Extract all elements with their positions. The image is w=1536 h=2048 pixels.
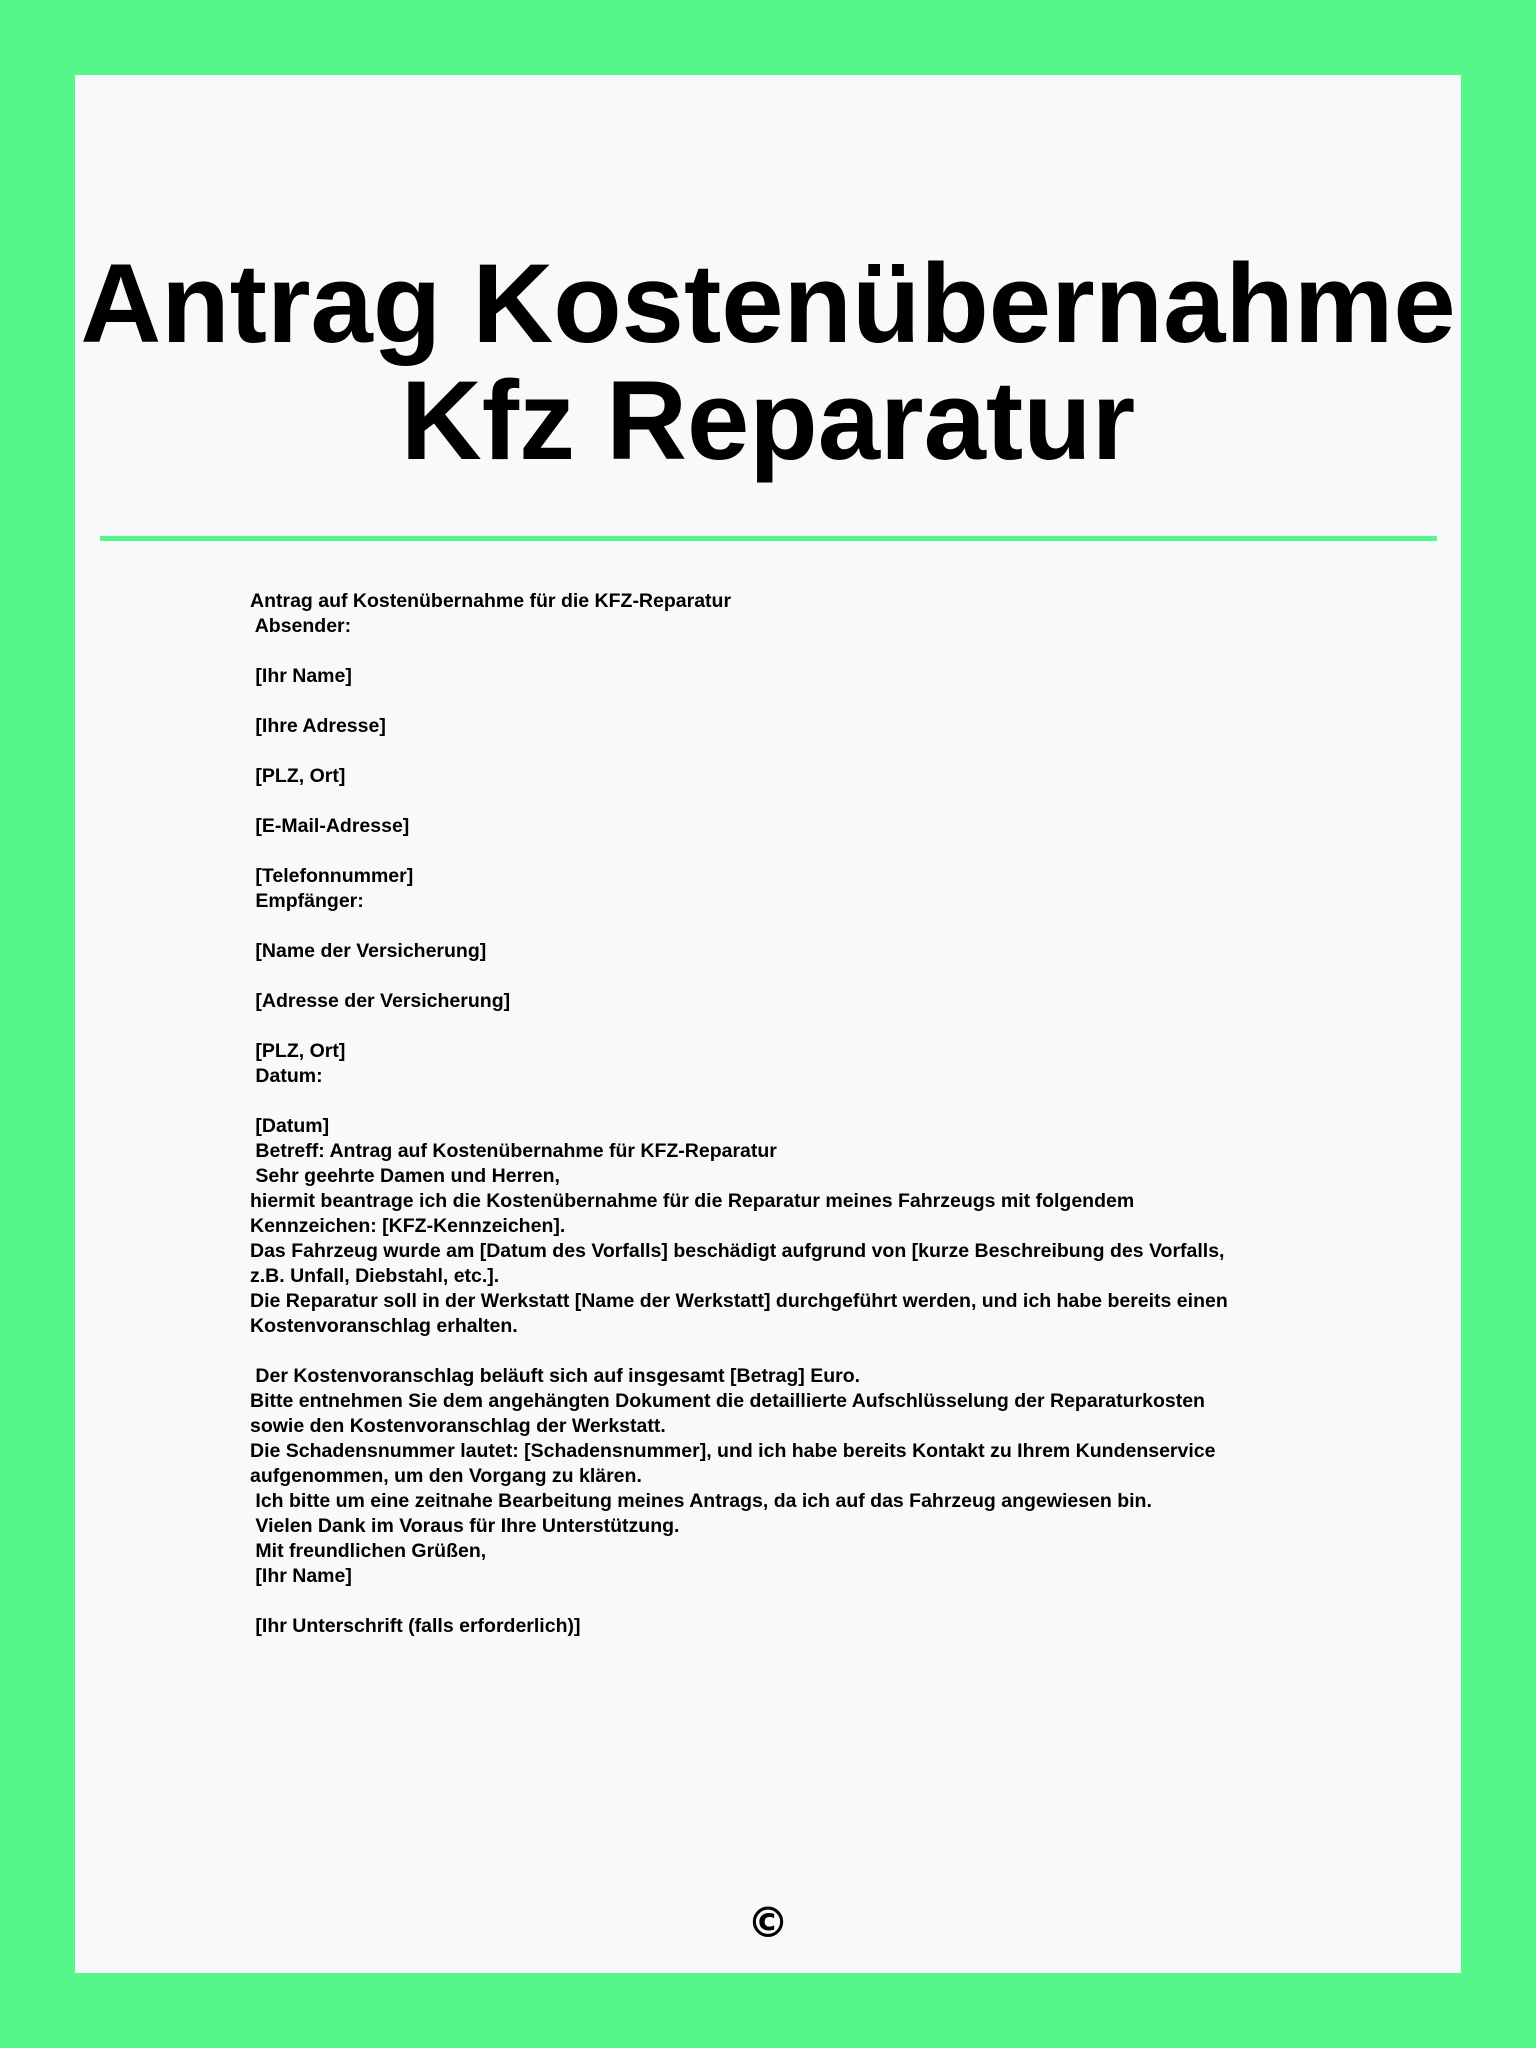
letter-line: [PLZ, Ort] [250, 765, 346, 787]
letter-line: hiermit beantrage ich die Kostenübernahme für die Reparatur meines Fahrzeugs mit folgendem [250, 1190, 1135, 1212]
letter-line: [E-Mail-Adresse] [250, 815, 410, 837]
title-line-2: Kfz Reparatur [400, 358, 1136, 483]
letter-line: Antrag auf Kostenübernahme für die KFZ-Reparatur [250, 590, 732, 612]
document-page [75, 75, 1461, 1973]
letter-line: Datum: [250, 1065, 323, 1087]
letter-blank-line [250, 1089, 1310, 1114]
letter-line: [PLZ, Ort] [250, 1040, 346, 1062]
letter-line: Das Fahrzeug wurde am [Datum des Vorfalls] beschädigt aufgrund von [kurze Beschreibung des Vorfalls, [250, 1240, 1225, 1262]
letter-line: Empfänger: [250, 890, 364, 912]
letter-line: Ich bitte um eine zeitnahe Bearbeitung meines Antrags, da ich auf das Fahrzeug angewiesen bin. [250, 1490, 1152, 1512]
letter-line: Betreff: Antrag auf Kostenübernahme für KFZ-Reparatur [250, 1140, 777, 1162]
letter-body [250, 589, 1310, 1639]
letter-line: [Name der Versicherung] [250, 940, 487, 962]
letter-line: Sehr geehrte Damen und Herren, [250, 1165, 560, 1187]
letter-line: [Datum] [250, 1115, 330, 1137]
letter-line: Der Kostenvoranschlag beläuft sich auf insgesamt [Betrag] Euro. [250, 1365, 861, 1387]
letter-line: sowie den Kostenvoranschlag der Werkstatt. [250, 1415, 666, 1437]
title-divider [100, 536, 1437, 541]
letter-line: [Telefonnummer] [250, 865, 414, 887]
letter-line: [Ihr Unterschrift (falls erforderlich)] [250, 1615, 581, 1637]
letter-blank-line [250, 964, 1310, 989]
letter-blank-line [250, 1339, 1310, 1364]
letter-line: [Ihr Name] [250, 665, 352, 687]
letter-blank-line [250, 789, 1310, 814]
letter-line: Kennzeichen: [KFZ-Kennzeichen]. [250, 1215, 566, 1237]
letter-line: Die Reparatur soll in der Werkstatt [Name der Werkstatt] durchgeführt werden, und ich habe bereits einen [250, 1290, 1228, 1312]
letter-line: Kostenvoranschlag erhalten. [250, 1315, 518, 1337]
letter-line: [Adresse der Versicherung] [250, 990, 511, 1012]
letter-line: Absender: [250, 615, 352, 637]
letter-line: [Ihr Name] [250, 1565, 352, 1587]
copyright-symbol: © [747, 1898, 789, 1947]
letter-line: Mit freundlichen Grüßen, [250, 1540, 487, 1562]
letter-blank-line [250, 639, 1310, 664]
letter-blank-line [250, 1014, 1310, 1039]
letter-line: Vielen Dank im Voraus für Ihre Unterstützung. [250, 1515, 680, 1537]
letter-line: z.B. Unfall, Diebstahl, etc.]. [250, 1265, 500, 1287]
letter-blank-line [250, 739, 1310, 764]
letter-blank-line [250, 914, 1310, 939]
letter-blank-line [250, 1589, 1310, 1614]
letter-line: [Ihre Adresse] [250, 715, 386, 737]
letter-line: Die Schadensnummer lautet: [Schadensnummer], und ich habe bereits Kontakt zu Ihrem Kundenservice [250, 1440, 1216, 1462]
letter-line: aufgenommen, um den Vorgang zu klären. [250, 1465, 642, 1487]
page-title [75, 241, 1461, 483]
letter-blank-line [250, 839, 1310, 864]
letter-blank-line [250, 689, 1310, 714]
letter-line: Bitte entnehmen Sie dem angehängten Dokument die detaillierte Aufschlüsselung der Reparaturkosten [250, 1390, 1205, 1412]
title-line-1: Antrag Kostenübernahme [80, 241, 1456, 366]
